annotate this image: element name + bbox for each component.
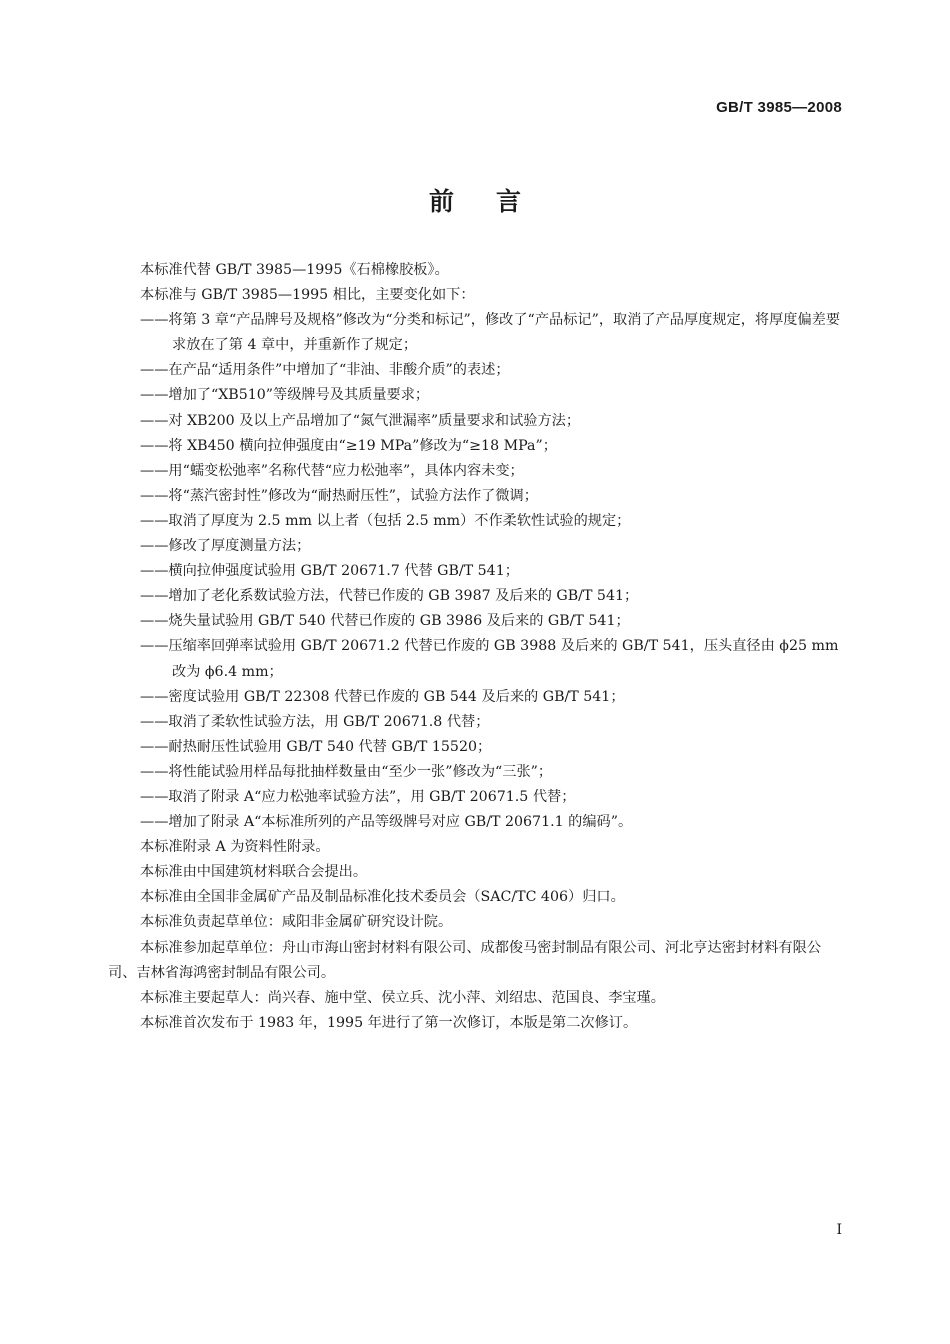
changes-list (108, 308, 843, 835)
outro-paragraph: 本标准参加起草单位：舟山市海山密封材料有限公司、成都俊马密封制品有限公司、河北亨达密封材料有限公司、吉林省海鸿密封制品有限公司。 (108, 939, 822, 981)
list-item: ——将第 3 章“产品牌号及规格”修改为“分类和标记”，修改了“产品标记”，取消了产品厚度规定，将厚度偏差要求放在了第 4 章中，并重新作了规定； (140, 312, 841, 354)
list-item: ——将性能试验用样品每批抽样数量由“至少一张”修改为“三张”； (140, 763, 553, 780)
intro-paragraph: 本标准代替 GB/T 3985—1995《石棉橡胶板》。 (140, 262, 449, 278)
list-item: ——修改了厚度测量方法； (140, 538, 311, 555)
list-item: ——将 XB450 横向拉伸强度由“≥19 MPa”修改为“≥18 MPa”； (140, 437, 557, 454)
list-item: ——增加了“XB510”等级牌号及其质量要求； (140, 387, 430, 404)
outro-paragraph: 本标准由全国非金属矿产品及制品标准化技术委员会（SAC/TC 406）归口。 (140, 889, 625, 906)
list-item: ——增加了老化系数试验方法，代替已作废的 GB 3987 及后来的 GB/T 541； (140, 588, 639, 605)
foreword-body (108, 258, 843, 1036)
standard-number: GB/T 3985—2008 (716, 99, 842, 116)
list-item: ——取消了厚度为 2.5 mm 以上者（包括 2.5 mm）不作柔软性试验的规定； (140, 512, 631, 529)
list-item: ——密度试验用 GB/T 22308 代替已作废的 GB 544 及后来的 GB/T 541； (140, 688, 625, 705)
list-item: ——在产品“适用条件”中增加了“非油、非酸介质”的表述； (140, 362, 510, 379)
outro-paragraph: 本标准由中国建筑材料联合会提出。 (140, 864, 368, 881)
outro-paragraph: 本标准首次发布于 1983 年，1995 年进行了第一次修订，本版是第二次修订。 (140, 1014, 638, 1031)
list-item: ——对 XB200 及以上产品增加了“氮气泄漏率”质量要求和试验方法； (140, 412, 581, 429)
list-item: ——用“蠕变松弛率”名称代替“应力松弛率”，具体内容未变； (140, 462, 524, 479)
intro-paragraph: 本标准与 GB/T 3985—1995 相比，主要变化如下： (140, 287, 475, 304)
list-item: ——烧失量试验用 GB/T 540 代替已作废的 GB 3986 及后来的 GB/T 541； (140, 613, 630, 630)
list-item: ——耐热耐压性试验用 GB/T 540 代替 GB/T 15520； (140, 738, 492, 755)
outro-paragraph: 本标准附录 A 为资料性附录。 (140, 839, 330, 856)
page-title: 前言 (428, 187, 563, 216)
list-item: ——压缩率回弹率试验用 GB/T 20671.2 代替已作废的 GB 3988 及后来的 GB/T 541，压头直径由 ϕ25 mm 改为 ϕ6.4 mm； (140, 638, 839, 680)
page-number: I (836, 1222, 842, 1238)
list-item: ——横向拉伸强度试验用 GB/T 20671.7 代替 GB/T 541； (140, 563, 519, 580)
list-item: ——取消了附录 A“应力松弛率试验方法”，用 GB/T 20671.5 代替； (140, 788, 576, 805)
list-item: ——将“蒸汽密封性”修改为“耐热耐压性”，试验方法作了微调； (140, 487, 538, 504)
outro-paragraph: 本标准主要起草人：尚兴春、施中堂、侯立兵、沈小萍、刘绍忠、范国良、李宝瑾。 (140, 989, 665, 1006)
outro-paragraph: 本标准负责起草单位：咸阳非金属矿研究设计院。 (140, 914, 453, 931)
list-item: ——增加了附录 A“本标准所列的产品等级牌号对应 GB/T 20671.1 的编码”。 (140, 814, 633, 831)
list-item: ——取消了柔软性试验方法，用 GB/T 20671.8 代替； (140, 713, 490, 730)
